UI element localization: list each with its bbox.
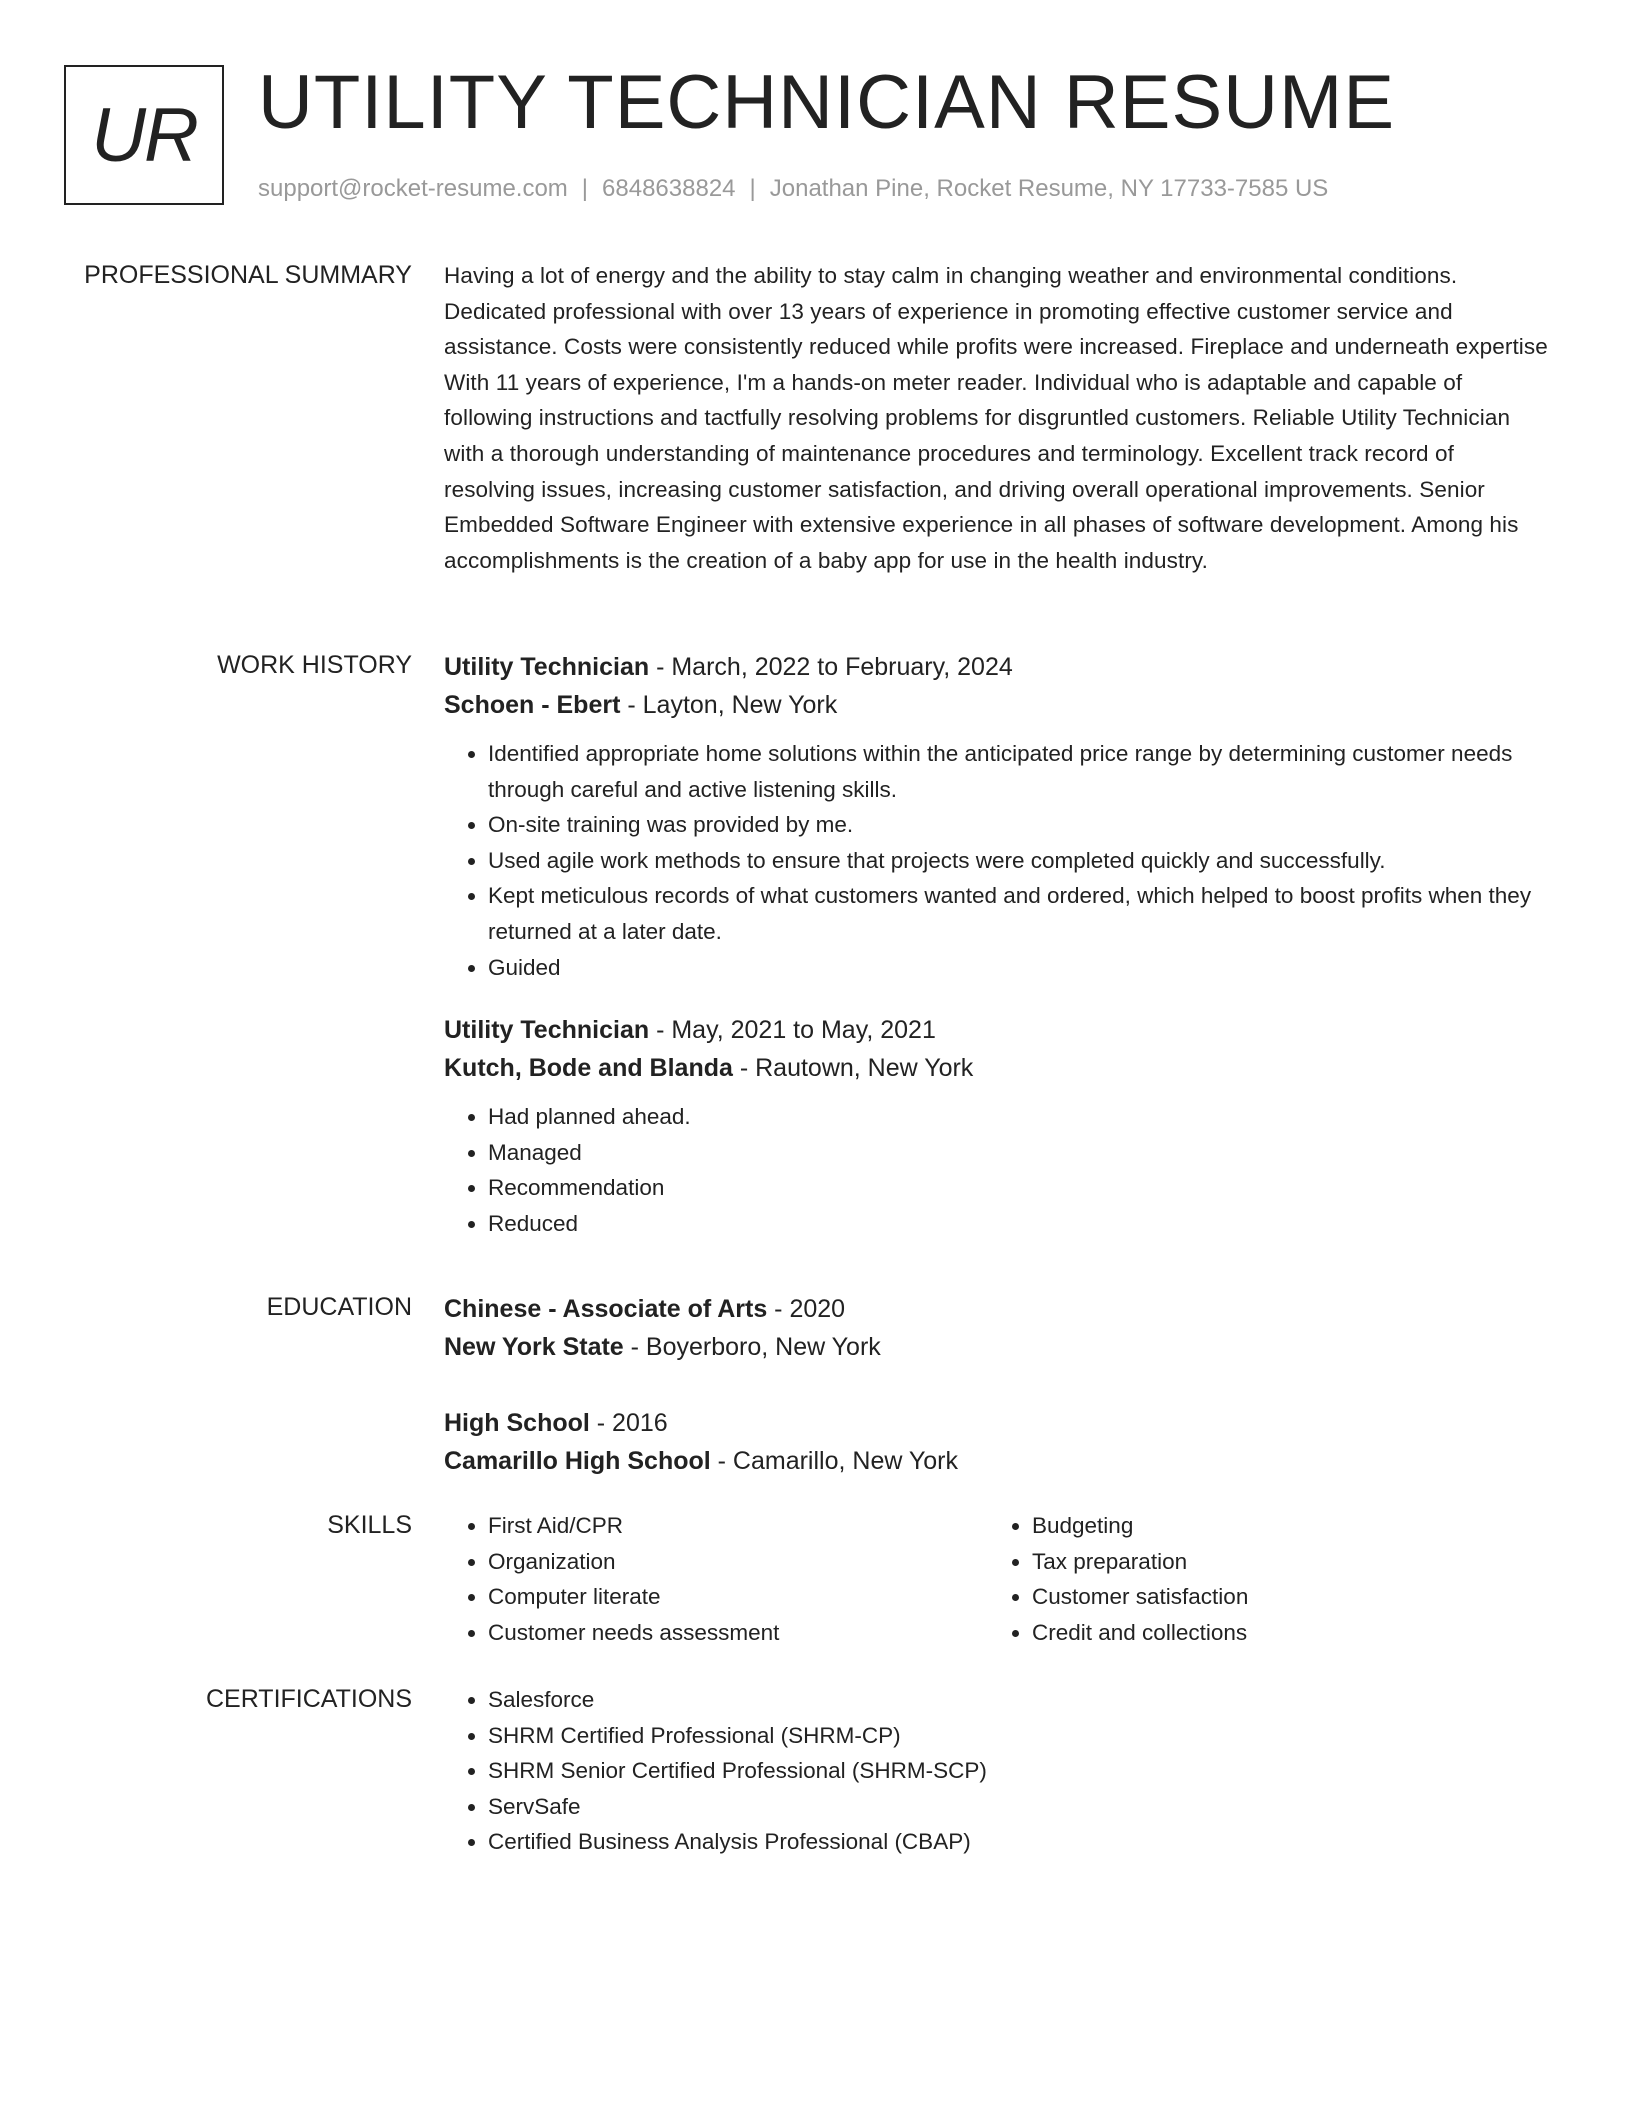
education-location: - Boyerboro, New York [623, 1333, 881, 1361]
job-company-line [444, 686, 1550, 724]
skills-list-right [988, 1508, 1532, 1650]
list-item: • Kept meticulous records of what customers wanted and ordered, which helped to boost profits when they returned at a later date. [488, 878, 1550, 949]
education-entry [444, 1404, 1550, 1480]
monogram-logo: UR [64, 65, 224, 205]
list-item: • On-site training was provided by me. [488, 807, 1550, 843]
contact-separator: | [581, 175, 589, 202]
list-item: • Guided [488, 950, 1550, 986]
job-title-line [444, 1011, 1550, 1049]
list-item: • Organization [488, 1544, 988, 1580]
education-year: - 2020 [767, 1295, 846, 1323]
education-degree-line [444, 1290, 1550, 1328]
skills-body [444, 1508, 1550, 1650]
list-item: • Customer needs assessment [488, 1615, 988, 1651]
list-item: • Identified appropriate home solutions within the anticipated price range by determining customer needs through careful and active listening skills. [488, 736, 1550, 807]
job-title: Utility Technician [444, 1016, 650, 1045]
contact-address: Jonathan Pine, Rocket Resume, NY 17733-7585 US [769, 175, 1329, 202]
list-item: • Used agile work methods to ensure that projects were completed quickly and successfully. [488, 843, 1550, 879]
list-item: • SHRM Certified Professional (SHRM-CP) [488, 1718, 1550, 1754]
list-item: • Credit and collections [1032, 1615, 1532, 1651]
education-school-line [444, 1328, 1550, 1366]
job-bullets [444, 1099, 1550, 1241]
education-school-line [444, 1442, 1550, 1480]
education-entry [444, 1290, 1550, 1366]
job-location: - Layton, New York [620, 691, 838, 719]
job-company-line [444, 1049, 1550, 1087]
job-bullets [444, 736, 1550, 985]
list-item: • First Aid/CPR [488, 1508, 988, 1544]
contact-email: support@rocket-resume.com [258, 175, 568, 202]
list-item: • Tax preparation [1032, 1544, 1532, 1580]
job-title-line [444, 648, 1550, 686]
list-item: • SHRM Senior Certified Professional (SHRM-SCP) [488, 1753, 1550, 1789]
resume-title: UTILITY TECHNICIAN RESUME [258, 60, 1396, 145]
job-company: Schoen - Ebert [444, 691, 621, 719]
section-label-skills: SKILLS [327, 1511, 412, 1539]
skills-columns [444, 1508, 1550, 1650]
list-item: • Budgeting [1032, 1508, 1532, 1544]
list-item: • ServSafe [488, 1789, 1550, 1825]
job-entry [444, 648, 1550, 985]
education-degree: High School [444, 1409, 590, 1437]
job-dates: - May, 2021 to May, 2021 [649, 1016, 936, 1045]
job-company: Kutch, Bode and Blanda [444, 1054, 733, 1083]
education-degree-line [444, 1404, 1550, 1442]
section-label-summary: PROFESSIONAL SUMMARY [84, 261, 412, 289]
contact-line [258, 174, 1328, 204]
education-degree: Chinese - Associate of Arts [444, 1295, 768, 1323]
job-location: - Rautown, New York [732, 1054, 974, 1083]
education-school: New York State [444, 1333, 624, 1361]
list-item: • Managed [488, 1135, 1550, 1171]
list-item: • Computer literate [488, 1579, 988, 1615]
education-year: - 2016 [589, 1409, 668, 1437]
list-item: • Recommendation [488, 1170, 1550, 1206]
list-item: • Reduced [488, 1206, 1550, 1242]
list-item: • Had planned ahead. [488, 1099, 1550, 1135]
work-body [444, 648, 1550, 1242]
skills-list-left [444, 1508, 988, 1650]
certifications-list [444, 1682, 1550, 1860]
education-location: - Camarillo, New York [710, 1447, 959, 1475]
section-label-education: EDUCATION [266, 1293, 412, 1321]
job-entry [444, 1011, 1550, 1241]
contact-phone: 6848638824 [602, 175, 736, 202]
summary-text: Having a lot of energy and the ability to stay calm in changing weather and environmental conditions. Dedicated professional with over 13 years of experience in promoting effective customer service and assistance. Costs were consistently reduced while profits were increased. Fireplace and underneath expertise With 11 years of experience, I'm a hands-on meter reader. Individual who is adaptable and capable of following instructions and tactfully resolving problems for disgruntled customers. Reliable Utility Technician with a thorough understanding of maintenance procedures and terminology. Excellent track record of resolving issues, increasing customer satisfaction, and driving overall operational improvements. Senior Embedded Software Engineer with extensive experience in all phases of software development. Among his accomplishments is the creation of a baby app for use in the health industry. [444, 263, 1548, 573]
section-label-work-history: WORK HISTORY [217, 651, 412, 679]
summary-body [444, 258, 1550, 578]
list-item: • Salesforce [488, 1682, 1550, 1718]
job-dates: - March, 2022 to February, 2024 [649, 653, 1013, 681]
contact-separator: | [749, 175, 756, 202]
section-label-certifications: CERTIFICATIONS [205, 1685, 412, 1713]
certifications-body [444, 1682, 1550, 1860]
job-title: Utility Technician [444, 653, 650, 681]
education-school: Camarillo High School [444, 1447, 711, 1475]
list-item: • Customer satisfaction [1032, 1579, 1532, 1615]
list-item: • Certified Business Analysis Professional (CBAP) [488, 1824, 1550, 1860]
education-body [444, 1290, 1550, 1480]
